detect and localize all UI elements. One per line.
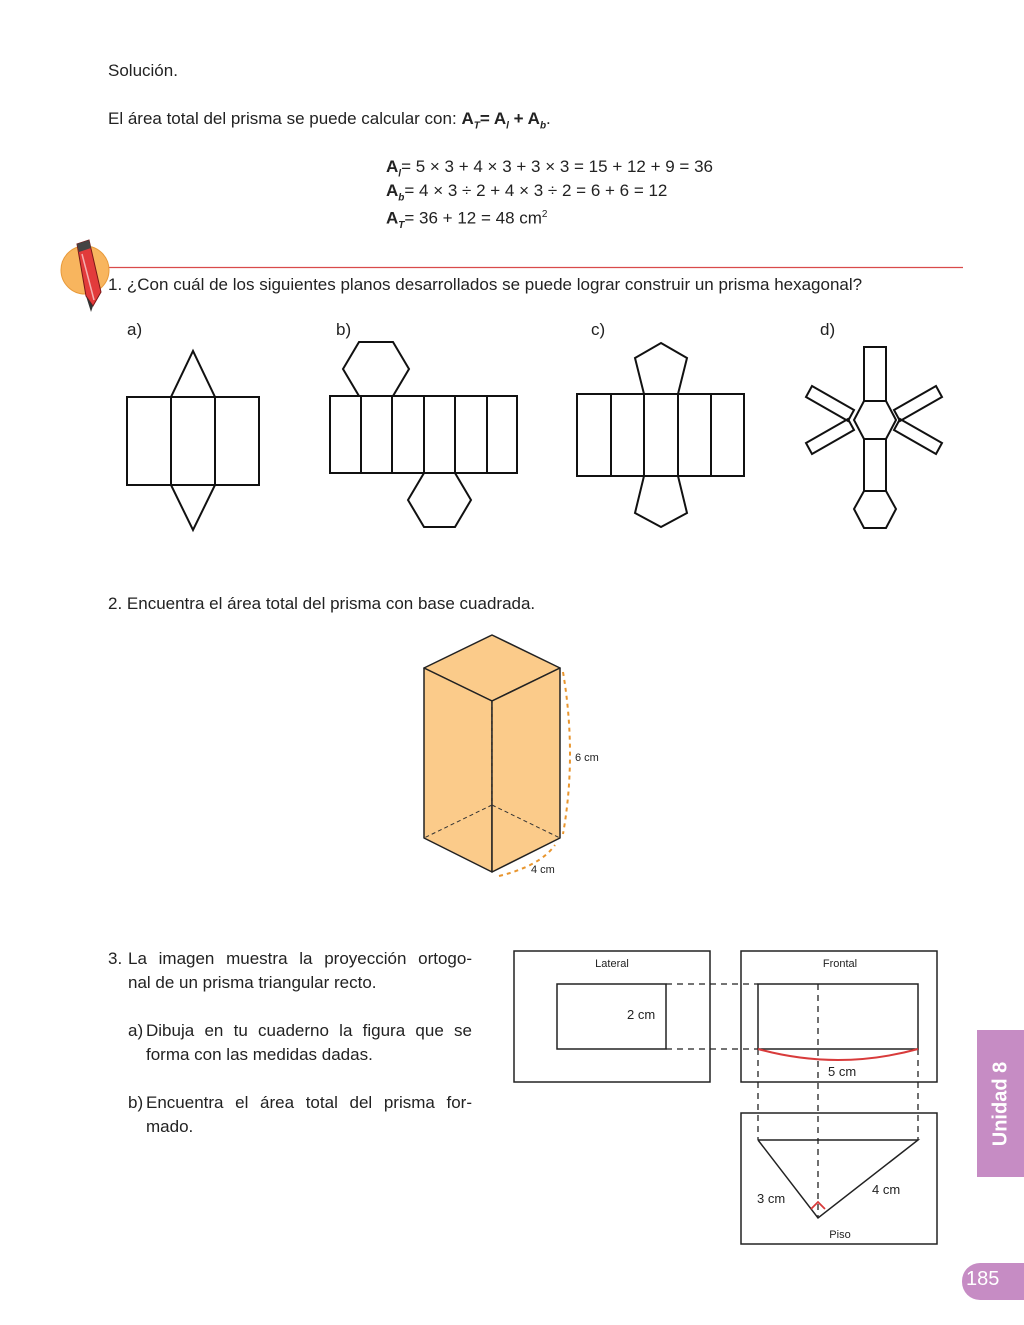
page-number: 185 — [966, 1268, 1000, 1290]
formula-sub-b: b — [539, 120, 547, 132]
formula-superscript: 2 — [541, 209, 548, 220]
question-3-line-2: nal de un prisma triangular recto. — [128, 973, 377, 992]
formula-sub-t: T — [473, 120, 480, 132]
formula-plus: + A — [513, 109, 540, 128]
pencil-icon — [61, 240, 109, 312]
frontal-view-frame — [741, 951, 937, 1082]
question-1-text: 1. ¿Con cuál de los siguientes planos desarrollados se puede lograr construir un prisma hexagonal? — [108, 275, 863, 294]
unit-label: Unidad 8 — [989, 1061, 1011, 1146]
formula-sub-l: l — [506, 120, 509, 132]
formula-end: . — [546, 109, 551, 128]
sub-question-b-label: b) — [128, 1093, 144, 1112]
base-label: 4 cm — [531, 864, 555, 876]
formula-a: A — [461, 109, 474, 128]
measure-4cm: 4 cm — [872, 1182, 901, 1197]
sub-question-a-label: a) — [128, 1021, 144, 1040]
frontal-label: Frontal — [822, 958, 858, 970]
solution-intro — [108, 107, 551, 138]
height-label: 6 cm — [575, 752, 599, 764]
question-2-text: 2. Encuentra el área total del prisma con base cuadrada. — [108, 594, 536, 613]
formula-symbol: A — [386, 181, 399, 200]
formula-expression: = 36 + 12 = 48 cm — [404, 208, 542, 228]
page-number-tab — [962, 1263, 1024, 1300]
measure-3cm: 3 cm — [757, 1191, 786, 1206]
measure-2cm: 2 cm — [627, 1007, 656, 1022]
sub-question-b-line-1: Encuentra el área total del prisma for- — [146, 1093, 472, 1112]
frontal-rectangle — [758, 984, 918, 1049]
formula-eq: = A — [479, 109, 507, 128]
orthographic-projection — [510, 945, 945, 1250]
net-option-d — [800, 343, 950, 533]
net-option-c — [572, 340, 750, 532]
solution-intro-text: El área total del prisma se puede calcular con: — [108, 109, 457, 128]
floor-view-frame — [741, 1113, 937, 1244]
width-brace — [758, 1049, 918, 1060]
net-option-a — [120, 345, 270, 535]
question-3-line-1: La imagen muestra la proyección ortogo- — [128, 949, 472, 968]
solution-heading: Solución. — [108, 61, 178, 80]
formula-symbol: A — [386, 157, 399, 176]
formula-subscript: b — [398, 192, 405, 204]
question-3-number: 3. — [108, 949, 123, 968]
floor-triangle — [758, 1140, 918, 1218]
formula-symbol: A — [386, 208, 399, 228]
unit-tab — [977, 1030, 1024, 1177]
question-3-block — [108, 947, 472, 1139]
square-prism-figure — [415, 630, 615, 885]
height-brace — [563, 672, 570, 834]
sub-question-a-line-1: Dibuja en tu cuaderno la figura que se — [146, 1021, 472, 1040]
formula-subscript: T — [398, 220, 405, 232]
formula-subscript: l — [398, 168, 402, 180]
net-option-b — [325, 338, 525, 533]
lateral-view-frame — [514, 951, 710, 1082]
floor-label: Piso — [829, 1229, 851, 1241]
sub-question-a-line-2: forma con las medidas dadas. — [146, 1045, 373, 1064]
sub-question-b-line-2: mado. — [146, 1117, 194, 1136]
measure-5cm: 5 cm — [828, 1064, 857, 1079]
lateral-label: Lateral — [595, 958, 629, 970]
option-b-label: b) — [336, 320, 352, 339]
option-c-label: c) — [591, 320, 606, 339]
option-a-label: a) — [127, 320, 143, 339]
formula-expression: = 4 × 3 ÷ 2 + 4 × 3 ÷ 2 = 6 + 6 = 12 — [404, 181, 668, 200]
option-d-label: d) — [820, 320, 836, 339]
formula-expression: = 5 × 3 + 4 × 3 + 3 × 3 = 15 + 12 + 9 = 36 — [401, 157, 713, 176]
